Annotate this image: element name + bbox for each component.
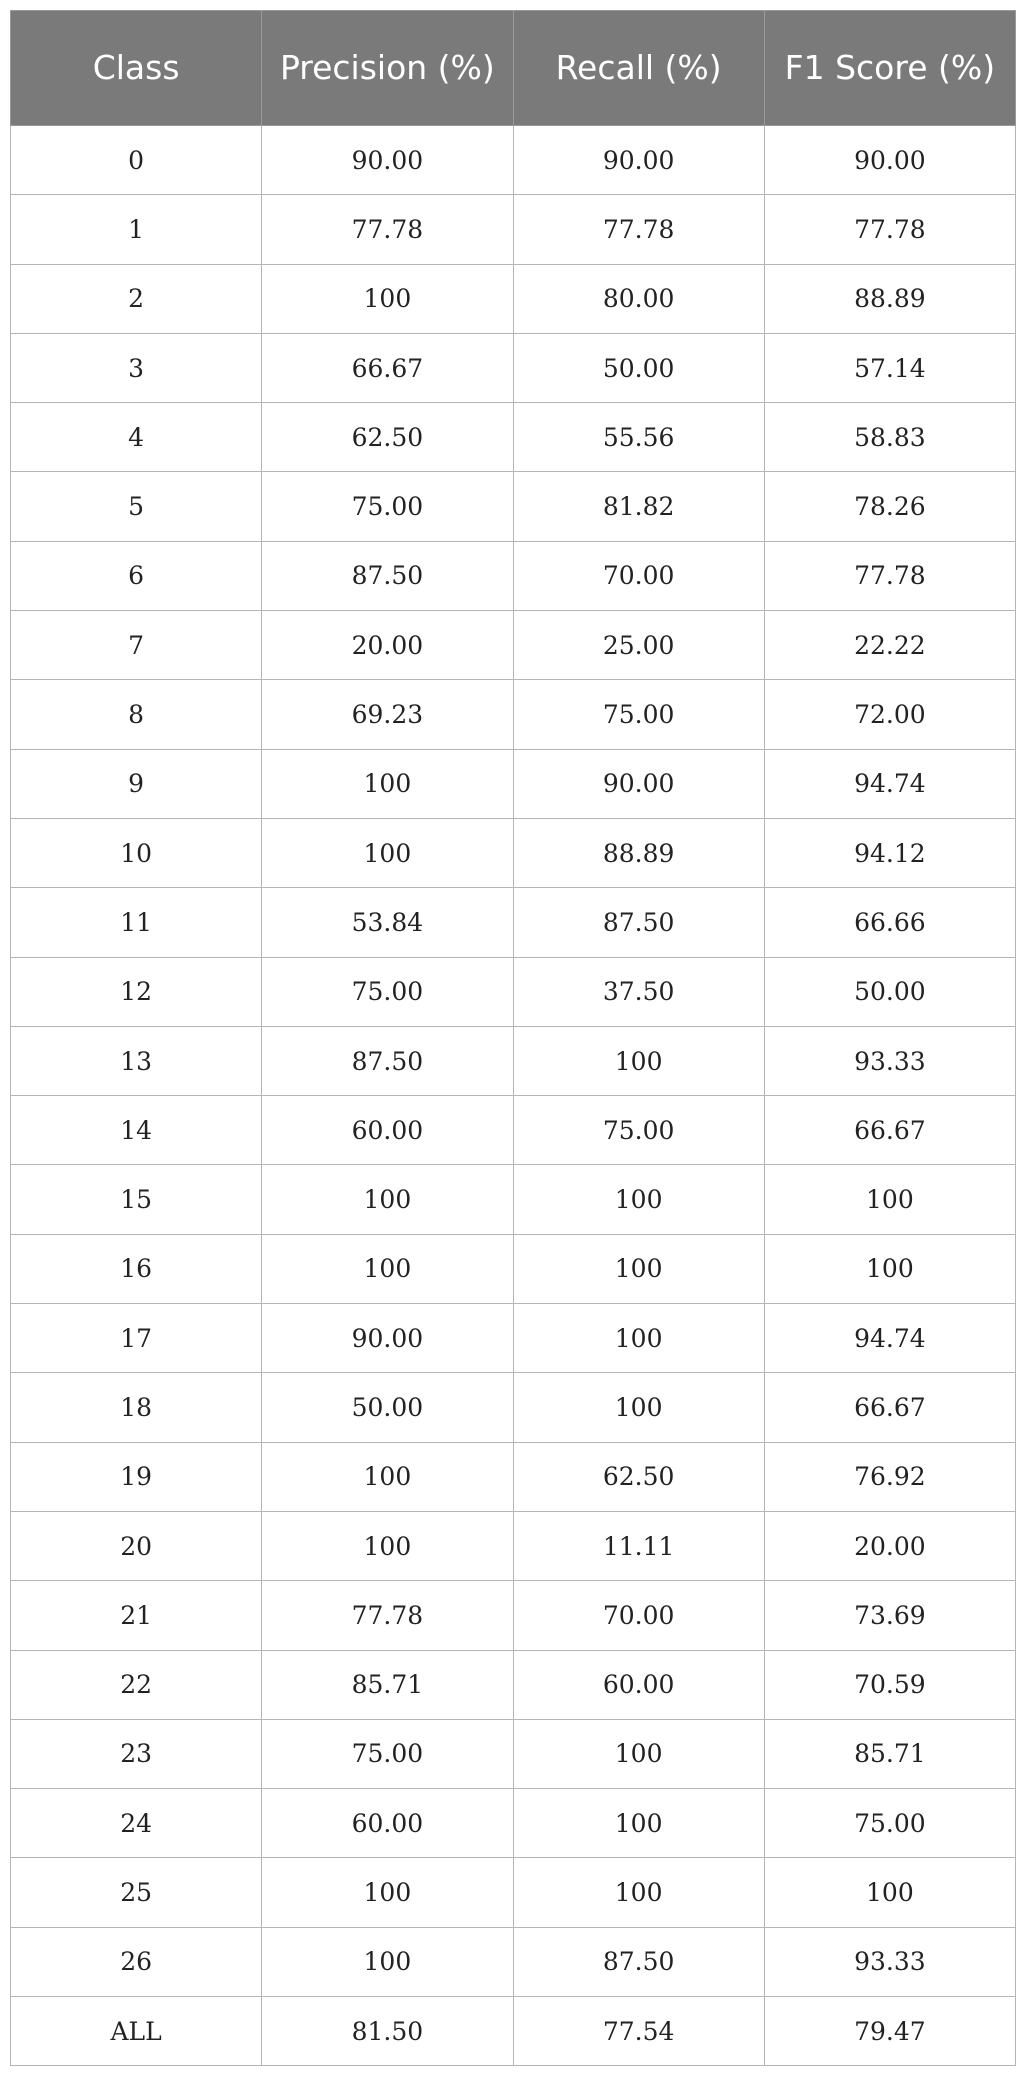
cell-f1-score: 78.26 [764, 472, 1015, 541]
cell-class: 25 [11, 1858, 262, 1927]
cell-class: 15 [11, 1165, 262, 1234]
table-row [11, 333, 1016, 402]
cell-precision: 100 [262, 1442, 513, 1511]
cell-precision: 60.00 [262, 1096, 513, 1165]
cell-class: 11 [11, 888, 262, 957]
cell-class: 2 [11, 264, 262, 333]
cell-precision: 75.00 [262, 957, 513, 1026]
cell-class: 6 [11, 541, 262, 610]
cell-f1-score: 66.66 [764, 888, 1015, 957]
table-header [11, 11, 1016, 126]
table-row [11, 1096, 1016, 1165]
table-row [11, 1304, 1016, 1373]
metrics-table-container [10, 10, 1015, 2066]
table-row [11, 541, 1016, 610]
cell-precision: 66.67 [262, 333, 513, 402]
cell-recall: 100 [513, 1719, 764, 1788]
cell-precision: 100 [262, 1858, 513, 1927]
cell-recall: 100 [513, 1304, 764, 1373]
cell-precision: 100 [262, 264, 513, 333]
table-row [11, 126, 1016, 195]
cell-class: 26 [11, 1927, 262, 1996]
cell-class: 21 [11, 1581, 262, 1650]
cell-f1-score: 93.33 [764, 1927, 1015, 1996]
cell-f1-score: 79.47 [764, 1997, 1015, 2066]
cell-recall: 77.54 [513, 1997, 764, 2066]
header-precision: Precision (%) [262, 11, 513, 126]
table-row [11, 195, 1016, 264]
table-row [11, 1165, 1016, 1234]
cell-recall: 70.00 [513, 541, 764, 610]
cell-f1-score: 76.92 [764, 1442, 1015, 1511]
cell-recall: 100 [513, 1026, 764, 1095]
cell-f1-score: 70.59 [764, 1650, 1015, 1719]
cell-class: ALL [11, 1997, 262, 2066]
cell-precision: 100 [262, 1165, 513, 1234]
cell-precision: 75.00 [262, 1719, 513, 1788]
cell-precision: 81.50 [262, 1997, 513, 2066]
cell-recall: 100 [513, 1858, 764, 1927]
cell-class: 16 [11, 1234, 262, 1303]
cell-precision: 87.50 [262, 1026, 513, 1095]
cell-precision: 69.23 [262, 680, 513, 749]
table-row [11, 1927, 1016, 1996]
cell-recall: 62.50 [513, 1442, 764, 1511]
cell-f1-score: 72.00 [764, 680, 1015, 749]
cell-class: 12 [11, 957, 262, 1026]
cell-f1-score: 100 [764, 1165, 1015, 1234]
table-row [11, 403, 1016, 472]
cell-class: 7 [11, 611, 262, 680]
table-row [11, 1719, 1016, 1788]
cell-class: 3 [11, 333, 262, 402]
cell-precision: 50.00 [262, 1373, 513, 1442]
cell-precision: 75.00 [262, 472, 513, 541]
header-row [11, 11, 1016, 126]
header-class: Class [11, 11, 262, 126]
cell-f1-score: 50.00 [764, 957, 1015, 1026]
cell-recall: 80.00 [513, 264, 764, 333]
cell-class: 22 [11, 1650, 262, 1719]
cell-recall: 75.00 [513, 680, 764, 749]
table-row [11, 611, 1016, 680]
cell-recall: 75.00 [513, 1096, 764, 1165]
cell-f1-score: 66.67 [764, 1373, 1015, 1442]
cell-f1-score: 20.00 [764, 1511, 1015, 1580]
cell-precision: 20.00 [262, 611, 513, 680]
cell-recall: 90.00 [513, 126, 764, 195]
cell-recall: 100 [513, 1789, 764, 1858]
metrics-table [10, 10, 1016, 2066]
cell-f1-score: 77.78 [764, 541, 1015, 610]
cell-precision: 53.84 [262, 888, 513, 957]
cell-class: 19 [11, 1442, 262, 1511]
cell-class: 14 [11, 1096, 262, 1165]
cell-f1-score: 57.14 [764, 333, 1015, 402]
cell-precision: 100 [262, 1234, 513, 1303]
table-row [11, 472, 1016, 541]
header-f1-score: F1 Score (%) [764, 11, 1015, 126]
cell-precision: 100 [262, 749, 513, 818]
table-row [11, 264, 1016, 333]
cell-recall: 70.00 [513, 1581, 764, 1650]
cell-class: 10 [11, 818, 262, 887]
cell-precision: 77.78 [262, 1581, 513, 1650]
table-body [11, 126, 1016, 2066]
cell-recall: 100 [513, 1234, 764, 1303]
cell-f1-score: 94.74 [764, 1304, 1015, 1373]
cell-f1-score: 100 [764, 1234, 1015, 1303]
cell-class: 20 [11, 1511, 262, 1580]
table-row [11, 957, 1016, 1026]
cell-recall: 88.89 [513, 818, 764, 887]
table-row [11, 1650, 1016, 1719]
cell-f1-score: 66.67 [764, 1096, 1015, 1165]
table-row [11, 1997, 1016, 2066]
table-row [11, 749, 1016, 818]
cell-f1-score: 77.78 [764, 195, 1015, 264]
cell-precision: 77.78 [262, 195, 513, 264]
cell-recall: 25.00 [513, 611, 764, 680]
cell-precision: 87.50 [262, 541, 513, 610]
cell-recall: 87.50 [513, 888, 764, 957]
cell-f1-score: 73.69 [764, 1581, 1015, 1650]
cell-f1-score: 100 [764, 1858, 1015, 1927]
table-row [11, 1373, 1016, 1442]
table-row [11, 1511, 1016, 1580]
cell-class: 13 [11, 1026, 262, 1095]
cell-recall: 81.82 [513, 472, 764, 541]
table-row [11, 680, 1016, 749]
cell-recall: 37.50 [513, 957, 764, 1026]
cell-precision: 60.00 [262, 1789, 513, 1858]
table-row [11, 888, 1016, 957]
table-row [11, 1789, 1016, 1858]
cell-class: 5 [11, 472, 262, 541]
cell-f1-score: 58.83 [764, 403, 1015, 472]
cell-class: 9 [11, 749, 262, 818]
cell-recall: 50.00 [513, 333, 764, 402]
cell-f1-score: 94.12 [764, 818, 1015, 887]
cell-class: 18 [11, 1373, 262, 1442]
cell-f1-score: 90.00 [764, 126, 1015, 195]
cell-f1-score: 85.71 [764, 1719, 1015, 1788]
table-row [11, 1581, 1016, 1650]
cell-recall: 100 [513, 1373, 764, 1442]
cell-class: 23 [11, 1719, 262, 1788]
cell-class: 0 [11, 126, 262, 195]
cell-class: 24 [11, 1789, 262, 1858]
cell-f1-score: 94.74 [764, 749, 1015, 818]
cell-recall: 90.00 [513, 749, 764, 818]
cell-precision: 100 [262, 818, 513, 887]
cell-precision: 100 [262, 1927, 513, 1996]
cell-recall: 11.11 [513, 1511, 764, 1580]
cell-recall: 87.50 [513, 1927, 764, 1996]
cell-precision: 90.00 [262, 126, 513, 195]
cell-recall: 55.56 [513, 403, 764, 472]
cell-class: 8 [11, 680, 262, 749]
cell-precision: 85.71 [262, 1650, 513, 1719]
cell-recall: 60.00 [513, 1650, 764, 1719]
table-row [11, 1026, 1016, 1095]
table-row [11, 1858, 1016, 1927]
cell-precision: 100 [262, 1511, 513, 1580]
cell-class: 1 [11, 195, 262, 264]
table-row [11, 818, 1016, 887]
cell-recall: 77.78 [513, 195, 764, 264]
cell-f1-score: 22.22 [764, 611, 1015, 680]
cell-precision: 62.50 [262, 403, 513, 472]
cell-f1-score: 93.33 [764, 1026, 1015, 1095]
table-row [11, 1442, 1016, 1511]
header-recall: Recall (%) [513, 11, 764, 126]
cell-precision: 90.00 [262, 1304, 513, 1373]
cell-f1-score: 75.00 [764, 1789, 1015, 1858]
table-row [11, 1234, 1016, 1303]
cell-class: 17 [11, 1304, 262, 1373]
cell-f1-score: 88.89 [764, 264, 1015, 333]
cell-recall: 100 [513, 1165, 764, 1234]
cell-class: 4 [11, 403, 262, 472]
